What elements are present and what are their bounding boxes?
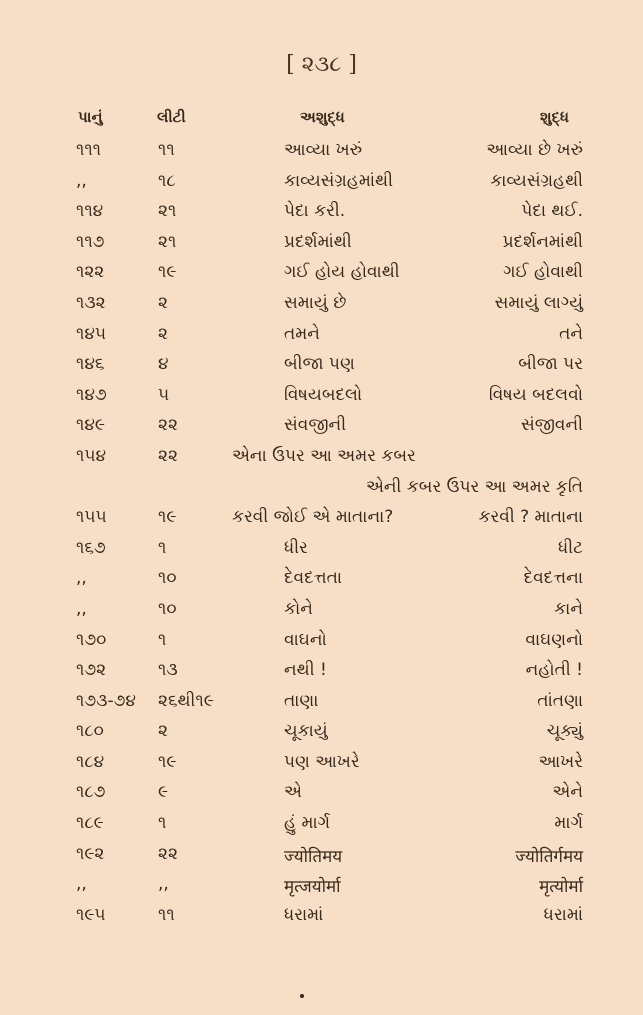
- table-row: [0, 349, 643, 380]
- cell-page: ૧૭૨: [76, 660, 107, 681]
- cell-line: ૨૧: [158, 231, 177, 252]
- cell-line: ૧૯: [158, 262, 177, 283]
- cell-wrong: કરવી જોઈ એ માતાના?: [232, 507, 394, 528]
- cell-line: ૧૯: [158, 507, 177, 528]
- cell-right: કરવી ? માતાના: [478, 507, 583, 528]
- cell-page: ,,: [76, 598, 87, 619]
- cell-right: પ્રદર્શનમાંથી: [502, 231, 583, 252]
- page-number: [ ૨૩૮ ]: [286, 52, 357, 77]
- cell-page: ૧૪૫: [76, 323, 107, 344]
- cell-page: ૧૭૦: [76, 629, 107, 650]
- table-row: [0, 808, 643, 839]
- errata-header: [0, 108, 643, 138]
- cell-line: ૨: [158, 292, 168, 313]
- cell-wrong: એ: [284, 782, 302, 803]
- cell-line: ૫: [158, 384, 170, 405]
- cell-line: ૧૧: [158, 140, 175, 160]
- cell-line: ૧: [158, 537, 167, 558]
- cell-wrong: આવ્યા ખરું: [284, 140, 363, 160]
- cell-line: ૧: [158, 629, 167, 650]
- table-row: [0, 716, 643, 747]
- cell-line: ૧૦: [158, 598, 177, 619]
- cell-page: ૧૭૩-૭૪: [76, 690, 136, 711]
- table-row: [0, 166, 643, 197]
- table-row: [0, 625, 643, 656]
- cell-right: તાંતણા: [537, 690, 583, 711]
- table-row: [0, 777, 643, 808]
- cell-right: નહોતી !: [525, 660, 583, 681]
- cell-right: ज्योतिर्गमय: [515, 846, 583, 867]
- decorative-dot: [300, 994, 304, 998]
- cell-wrong: સમાયું છે: [284, 292, 347, 313]
- cell-page: ,,: [76, 568, 87, 589]
- table-row: [0, 196, 643, 227]
- cell-wrong: ગઈ હોય હોવાથી: [284, 262, 400, 283]
- cell-line: ૧૩: [158, 660, 178, 681]
- cell-line: ૧: [158, 813, 167, 834]
- cell-line: ૨૨: [158, 843, 178, 864]
- cell-line: ૨૨: [158, 415, 178, 436]
- cell-line: ૯: [158, 782, 169, 803]
- cell-wrong: દેવદત્તતા: [284, 568, 343, 589]
- cell-page: ૧૪૯: [76, 415, 105, 436]
- cell-right: કાવ્યસંગ્રહથી: [490, 170, 583, 191]
- cell-wrong: વાઘનો: [284, 629, 327, 650]
- cell-line: ૧૯: [158, 751, 177, 772]
- cell-wrong: એના ઉપર આ અમર કબર: [232, 445, 416, 466]
- cell-page: ૧૯૨: [76, 843, 105, 864]
- cell-line: ૨૨: [158, 445, 178, 466]
- cell-right: ગઈ હોવાથી: [503, 262, 583, 283]
- cell-page: ,,: [76, 874, 87, 895]
- cell-right: એની કબર ઉપર આ અમર કૃતિ: [365, 476, 583, 497]
- cell-page: ૧૨૨: [76, 262, 105, 283]
- table-row: [0, 410, 643, 441]
- cell-line: ૨: [158, 323, 168, 344]
- header-page: પાનું: [78, 108, 103, 126]
- cell-line: ૨: [158, 721, 168, 742]
- table-row: [0, 502, 643, 533]
- cell-wrong: બીજા પણ: [284, 354, 355, 375]
- cell-right: તને: [559, 323, 583, 344]
- cell-page: ૧૧૭: [76, 231, 105, 252]
- cell-page: ૧૮૦: [76, 721, 104, 742]
- cell-page: ૧૫૪: [76, 445, 107, 466]
- cell-page: ૧૬૭: [76, 537, 106, 558]
- header-right: શુદ્ધ: [540, 108, 569, 126]
- header-wrong: અશુદ્ધ: [300, 108, 345, 126]
- table-row: [0, 594, 643, 625]
- errata-table: [0, 135, 643, 930]
- cell-wrong: વિષયબદલો: [284, 384, 363, 405]
- cell-right: વિષય બદલવો: [488, 384, 583, 405]
- table-row: [0, 227, 643, 258]
- table-row: [0, 839, 643, 870]
- table-row: [0, 563, 643, 594]
- cell-right: કાને: [554, 598, 583, 619]
- cell-page: ૧૧૪: [76, 201, 104, 222]
- cell-right: આખરે: [538, 751, 583, 772]
- cell-line: ,,: [158, 874, 169, 895]
- cell-wrong: પેદા કરી.: [284, 201, 346, 222]
- cell-wrong: પ્રદર્શમાંથી: [284, 231, 352, 252]
- cell-wrong: ધીર: [284, 537, 308, 558]
- cell-page: ૧૪૬: [76, 354, 105, 375]
- cell-right: સમાયું લાગ્યું: [494, 292, 583, 313]
- table-row: [0, 686, 643, 717]
- cell-right: मृत्योर्मा: [539, 877, 583, 898]
- cell-right: માર્ગ: [554, 813, 583, 834]
- table-row: [0, 533, 643, 564]
- cell-right: ધીટ: [558, 537, 583, 558]
- cell-line: ૧૧: [158, 904, 175, 925]
- cell-line: ૧૦: [158, 568, 177, 589]
- cell-page: ૧૮૭: [76, 782, 106, 803]
- cell-page: ૧૪૭: [76, 384, 107, 405]
- table-row: [0, 441, 643, 472]
- cell-wrong: કાવ્યસંગ્રહમાંથી: [284, 170, 393, 191]
- cell-page: ૧૫૫: [76, 507, 107, 528]
- header-line: લીટી: [157, 108, 186, 126]
- cell-line: ૪: [158, 354, 169, 375]
- cell-right: ધરામાં: [543, 904, 583, 925]
- table-row: [0, 319, 643, 350]
- table-row: [0, 747, 643, 778]
- cell-line: ૨૧: [158, 201, 177, 222]
- cell-right: સંજીવની: [520, 415, 583, 436]
- cell-wrong: ધરામાં: [284, 904, 324, 925]
- cell-page: ૧૩૨: [76, 292, 106, 313]
- cell-wrong: કોને: [284, 598, 313, 619]
- cell-right: દેવદત્તના: [523, 568, 583, 589]
- cell-right: આવ્યા છે ખરું: [486, 140, 583, 160]
- table-row: [0, 869, 643, 900]
- cell-wrong: मृत्जयोर्मा: [284, 877, 341, 898]
- table-row: [0, 472, 643, 503]
- table-row: [0, 257, 643, 288]
- cell-right: બીજા પર: [518, 354, 583, 375]
- table-row: [0, 380, 643, 411]
- cell-page: ૧૮૯: [76, 813, 104, 834]
- cell-line: ૧૮: [158, 170, 176, 191]
- cell-page: ,,: [76, 170, 87, 191]
- cell-wrong: નથી !: [284, 660, 327, 681]
- cell-page: ૧૧૧: [76, 140, 101, 160]
- cell-right: એને: [552, 782, 583, 803]
- cell-page: ૧૮૪: [76, 751, 105, 772]
- cell-wrong: હું માર્ગ: [284, 813, 331, 834]
- cell-page: ૧૯૫: [76, 904, 106, 925]
- cell-wrong: પણ આખરે: [284, 751, 360, 772]
- cell-right: ચૂક્યું: [546, 721, 583, 742]
- cell-wrong: ચૂકાયું: [284, 721, 328, 742]
- table-row: [0, 288, 643, 319]
- cell-wrong: સંવજીની: [284, 415, 347, 436]
- cell-line: ૨૬થી૧૯: [158, 690, 214, 711]
- table-row: [0, 655, 643, 686]
- cell-wrong: તમને: [284, 323, 320, 344]
- cell-right: પેદા થઈ.: [521, 201, 583, 222]
- table-row: [0, 135, 643, 166]
- cell-wrong: ज्योतिमय: [284, 846, 343, 867]
- cell-wrong: તાણા: [284, 690, 319, 711]
- cell-right: વાઘણનો: [525, 629, 583, 650]
- table-row: [0, 900, 643, 931]
